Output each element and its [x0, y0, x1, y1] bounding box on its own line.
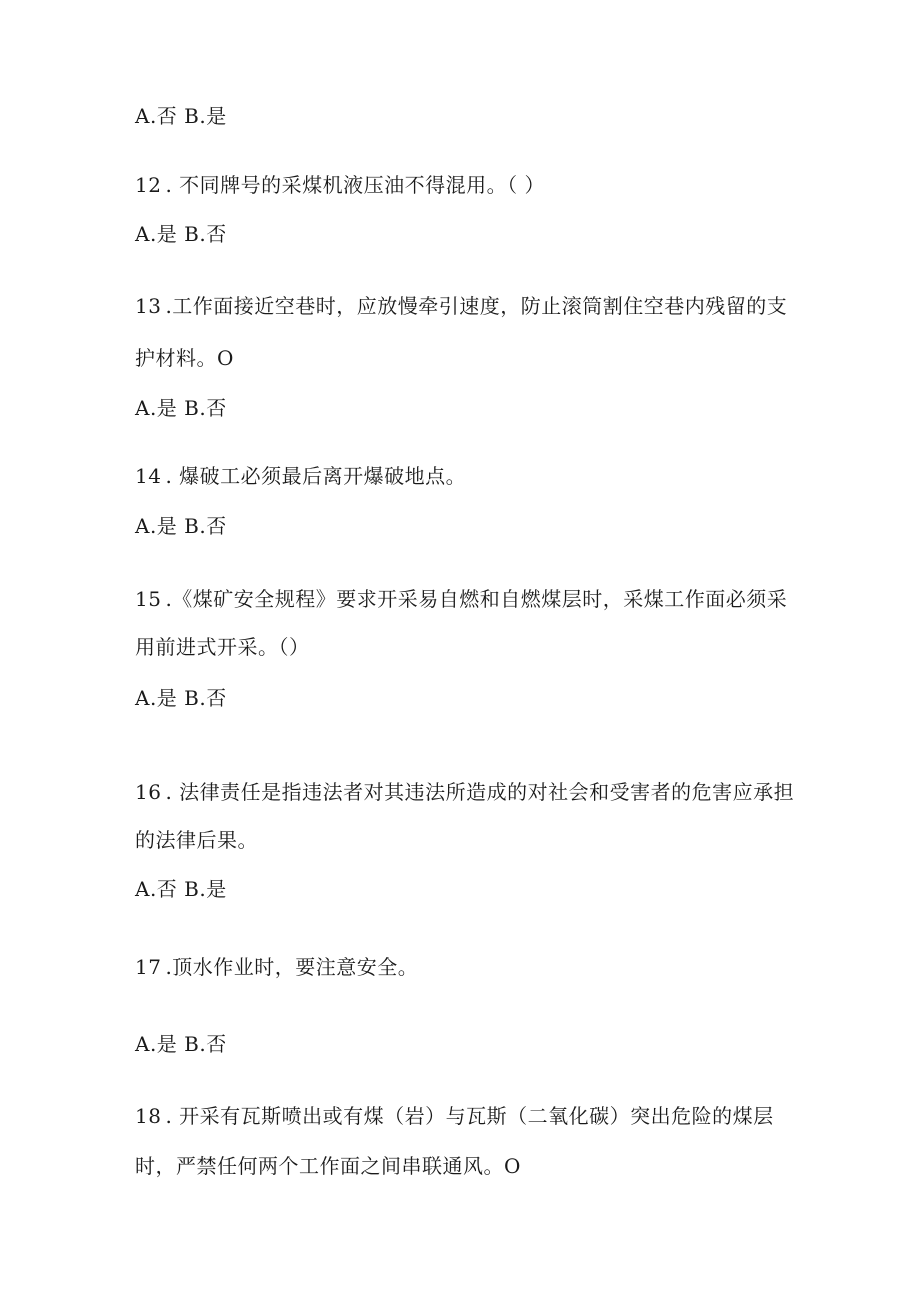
question-12 — [135, 173, 545, 197]
question-16 — [135, 780, 794, 804]
question-16-continued: 的法律后果。 — [135, 828, 258, 852]
question-number: 13 — [135, 294, 162, 318]
question-text: . 开采有瓦斯喷出或有煤（岩）与瓦斯（二氧化碳）突出危险的煤层 — [165, 1104, 774, 1128]
answer-options: A.是 B.否 — [135, 686, 227, 710]
question-number: 17 — [135, 955, 162, 979]
question-15 — [135, 587, 787, 611]
answer-options: A.否 B.是 — [135, 104, 227, 128]
answer-options: A.否 B.是 — [135, 877, 227, 901]
question-15-continued: 用前进式开采。（） — [135, 635, 310, 659]
question-number: 18 — [135, 1104, 162, 1128]
question-13-continued: 护材料。O — [135, 346, 234, 370]
answer-options: A.是 B.否 — [135, 1032, 227, 1056]
question-text: .顶水作业时，要注意安全。 — [165, 955, 419, 979]
question-text: . 爆破工必须最后离开爆破地点。 — [165, 464, 467, 488]
question-13 — [135, 294, 787, 318]
question-text: . 不同牌号的采煤机液压油不得混用。（ ） — [165, 173, 546, 197]
question-17 — [135, 955, 418, 979]
question-18 — [135, 1104, 774, 1128]
question-number: 12 — [135, 173, 162, 197]
question-number: 16 — [135, 780, 162, 804]
question-number: 15 — [135, 587, 162, 611]
question-14 — [135, 464, 466, 488]
question-18-continued: 时，严禁任何两个工作面之间串联通风。O — [135, 1154, 521, 1178]
question-text: . 法律责任是指违法者对其违法所造成的对社会和受害者的危害应承担 — [165, 780, 795, 804]
question-text: .工作面接近空巷时，应放慢牵引速度，防止滚筒割住空巷内残留的支 — [165, 294, 788, 318]
answer-options: A.是 B.否 — [135, 514, 227, 538]
question-text: .《煤矿安全规程》要求开采易自燃和自燃煤层时，采煤工作面必须采 — [165, 587, 788, 611]
answer-options: A.是 B.否 — [135, 222, 227, 246]
answer-options: A.是 B.否 — [135, 396, 227, 420]
question-number: 14 — [135, 464, 162, 488]
